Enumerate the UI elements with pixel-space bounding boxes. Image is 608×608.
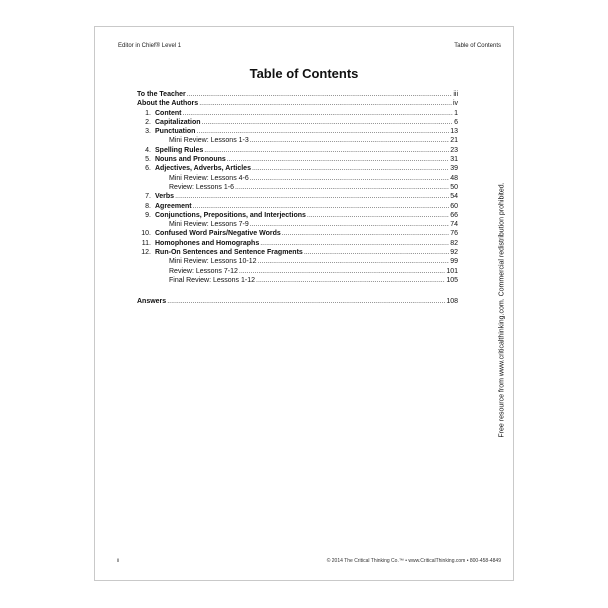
- toc-entry-page: 60: [450, 202, 458, 210]
- toc-entry-number: 9.: [145, 211, 151, 219]
- copyright-footer: © 2014 The Critical Thinking Co.™ • www.CriticalThinking.com • 800-458-4849: [326, 558, 501, 564]
- toc-entry-label: Adjectives, Adverbs, Articles: [155, 165, 251, 173]
- toc-entry: [137, 267, 458, 276]
- toc-leader-dots: [199, 99, 452, 108]
- toc-entry-page: 39: [450, 165, 458, 173]
- toc-entry-page: 92: [450, 249, 458, 257]
- toc-entry: [137, 239, 458, 248]
- toc-leader-dots: [204, 146, 449, 155]
- toc-entry: [137, 202, 458, 211]
- toc-leader-dots: [258, 257, 450, 266]
- toc-entry-page: 13: [450, 128, 458, 136]
- toc-leader-dots: [250, 174, 449, 183]
- toc-leader-dots: [227, 155, 449, 164]
- toc-entry-page: 23: [450, 146, 458, 154]
- toc-leader-dots: [239, 267, 445, 276]
- toc-entry-label: Review: Lessons 1-6: [169, 183, 234, 191]
- toc-leader-dots: [307, 211, 449, 220]
- toc-leader-dots: [250, 136, 449, 145]
- toc-entry: [137, 127, 458, 136]
- toc-entry-label: Confused Word Pairs/Negative Words: [155, 230, 281, 238]
- toc-entry-label: Mini Review: Lessons 4-6: [169, 174, 249, 182]
- running-header-right: Table of Contents: [454, 43, 501, 49]
- toc-entry-label: Capitalization: [155, 118, 201, 126]
- toc-entry-label: Conjunctions, Prepositions, and Interjections: [155, 211, 306, 219]
- toc-entry-label: Punctuation: [155, 128, 196, 136]
- toc-leader-dots: [235, 183, 449, 192]
- running-header-left: Editor in Chief® Level 1: [118, 43, 182, 49]
- toc-entry-page: 48: [450, 174, 458, 182]
- toc-leader-dots: [260, 239, 449, 248]
- toc-entry: [137, 220, 458, 229]
- toc-leader-dots: [202, 118, 454, 127]
- toc-entry: [137, 155, 458, 164]
- toc-entry-label: To the Teacher: [137, 91, 186, 98]
- toc-entry-label: Mini Review: Lessons 7-9: [169, 221, 249, 229]
- toc-entry: [137, 174, 458, 183]
- toc-entry-number: 4.: [145, 146, 151, 154]
- toc-entry-page: 66: [450, 211, 458, 219]
- toc-entry-label: Run-On Sentences and Sentence Fragments: [155, 249, 303, 257]
- toc-entry: [137, 136, 458, 145]
- toc-entry-number: 3.: [145, 128, 151, 136]
- toc-entry-label: Content: [155, 109, 182, 117]
- toc-leader-dots: [196, 127, 449, 136]
- toc-entry-number: 11.: [141, 239, 151, 247]
- toc-entry-page: 101: [446, 267, 458, 275]
- toc-entry-label: Verbs: [155, 193, 175, 201]
- toc-leader-dots: [167, 297, 445, 306]
- toc-entry-page: 6: [454, 118, 458, 126]
- toc-entry: [137, 164, 458, 173]
- page-title: Table of Contents: [249, 66, 359, 81]
- toc-entry-label: Nouns and Pronouns: [155, 156, 226, 164]
- toc-entry-page: 76: [450, 230, 458, 238]
- toc-entry: [137, 192, 458, 201]
- toc-entry-page: 54: [450, 193, 458, 201]
- toc-entry-label: Mini Review: Lessons 10-12: [169, 258, 257, 266]
- sidebar-notice-text: Free resource from www.criticalthinking.com. Commercial redistribution prohibited.: [498, 182, 506, 438]
- toc-entry-number: 8.: [145, 202, 151, 210]
- toc-entry-label: Homophones and Homographs: [155, 239, 260, 247]
- toc-entry-page: 1: [454, 109, 458, 117]
- toc-entry-label: Spelling Rules: [155, 146, 204, 154]
- toc-leader-dots: [252, 164, 449, 173]
- toc-entry: [137, 297, 458, 306]
- toc-entry-number: 10.: [141, 230, 151, 238]
- toc-entry: [137, 248, 458, 257]
- toc-entry-page: 50: [450, 183, 458, 191]
- document-page: [94, 26, 514, 581]
- toc-entry: [137, 146, 458, 155]
- toc-leader-dots: [187, 90, 453, 99]
- toc-leader-dots: [193, 202, 450, 211]
- toc-leader-dots: [250, 220, 449, 229]
- toc-entry-page: 99: [450, 258, 458, 266]
- sidebar-notice: [495, 175, 509, 445]
- toc-leader-dots: [256, 276, 445, 285]
- toc-entry: [137, 229, 458, 238]
- toc-entry-label: About the Authors: [137, 100, 199, 108]
- toc-entry: [137, 257, 458, 266]
- toc-entry-page: 108: [446, 298, 458, 306]
- toc-spacer: [137, 285, 458, 297]
- toc-leader-dots: [304, 248, 449, 257]
- toc-entry-label: Answers: [137, 298, 167, 306]
- toc-entry-number: 2.: [145, 118, 151, 126]
- toc-entry: [137, 276, 458, 285]
- toc-entry: [137, 183, 458, 192]
- toc-entry: [137, 99, 458, 108]
- toc-entry-label: Agreement: [155, 202, 192, 210]
- toc-entry-label: Mini Review: Lessons 1-3: [169, 137, 249, 145]
- toc-entry-number: 1.: [145, 109, 151, 117]
- toc-entry-number: 12.: [141, 249, 151, 257]
- toc-entry: [137, 90, 458, 99]
- toc-leader-dots: [182, 109, 453, 118]
- toc-entry: [137, 118, 458, 127]
- toc-entry-page: 105: [446, 276, 458, 284]
- toc-entry-number: 6.: [145, 165, 151, 173]
- toc-entry: [137, 109, 458, 118]
- toc-leader-dots: [175, 192, 449, 201]
- toc-entry-page: 21: [450, 137, 458, 145]
- toc-entry-number: 7.: [145, 193, 151, 201]
- toc-entry-label: Final Review: Lessons 1-12: [169, 276, 255, 284]
- toc-entry: [137, 211, 458, 220]
- toc-leader-dots: [282, 229, 449, 238]
- toc-entry-page: iv: [452, 100, 458, 108]
- toc-entry-page: 82: [450, 239, 458, 247]
- table-of-contents: [137, 90, 458, 307]
- toc-entry-page: 74: [450, 221, 458, 229]
- page-number: ii: [117, 558, 120, 564]
- toc-entry-label: Review: Lessons 7-12: [169, 267, 238, 275]
- toc-entry-page: 31: [450, 156, 458, 164]
- toc-entry-number: 5.: [145, 156, 151, 164]
- toc-entry-page: iii: [453, 91, 458, 98]
